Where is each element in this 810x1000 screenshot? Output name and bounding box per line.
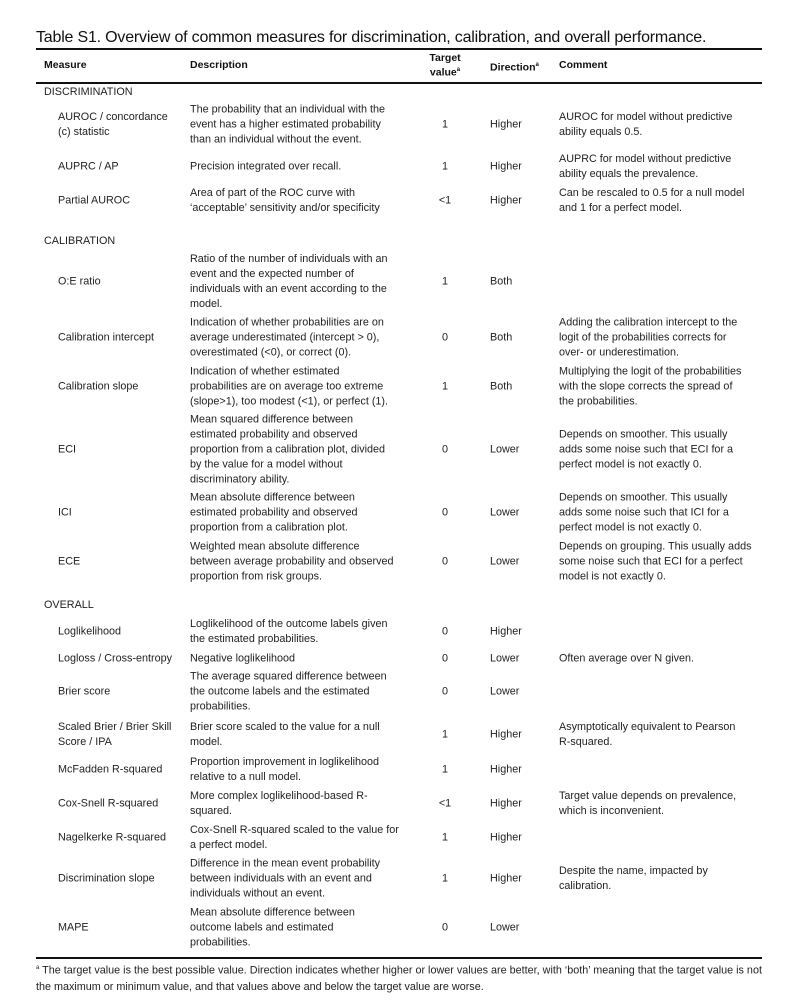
cell-target: 1 bbox=[441, 728, 448, 741]
cell-target: 1 bbox=[441, 275, 448, 288]
cell-comment: AUROC for model without predictive ability equals 0.5. bbox=[559, 111, 733, 138]
cell-description: Mean absolute difference between outcome labels and estimated probabilities. bbox=[190, 906, 355, 949]
cell-measure: Partial AUROC bbox=[58, 194, 130, 207]
cell-target: 1 bbox=[441, 763, 448, 776]
cell-target: 0 bbox=[441, 555, 448, 568]
header-comment: Comment bbox=[559, 59, 608, 71]
cell-measure: AUROC / concordance (c) statistic bbox=[58, 111, 168, 138]
cell-comment: Often average over N given. bbox=[559, 652, 695, 665]
cell-measure: Brier score bbox=[58, 685, 111, 698]
header-measure: Measure bbox=[44, 59, 87, 71]
cell-description: Mean absolute difference between estimated probability and observed proportion from a calibration plot. bbox=[190, 491, 358, 534]
cell-comment: Adding the calibration intercept to the logit of the probabilities corrects for over- or underestimation. bbox=[559, 316, 738, 359]
cell-measure: MAPE bbox=[58, 921, 89, 934]
cell-description: Difference in the mean event probability between individuals with an event and individuals without an event. bbox=[190, 857, 381, 900]
cell-comment: AUPRC for model without predictive ability equals the prevalence. bbox=[559, 153, 732, 180]
cell-direction: Higher bbox=[490, 763, 522, 776]
header-target-sup: a bbox=[456, 67, 461, 73]
cell-description: Loglikelihood of the outcome labels given the estimated probabilities. bbox=[190, 618, 388, 645]
cell-comment: Can be rescaled to 0.5 for a null model and 1 for a perfect model. bbox=[559, 187, 745, 214]
cell-comment: Despite the name, impacted by calibration. bbox=[559, 865, 708, 892]
header-rule bbox=[36, 82, 762, 84]
cell-description: Negative loglikelihood bbox=[190, 652, 296, 665]
section-heading: OVERALL bbox=[44, 599, 94, 611]
cell-target: 0 bbox=[441, 652, 448, 665]
cell-measure: ECE bbox=[58, 555, 81, 568]
cell-direction: Higher bbox=[490, 118, 522, 131]
table-title: Table S1. Overview of common measures for discrimination, calibration, and overall performance. bbox=[36, 29, 707, 46]
cell-measure: Calibration intercept bbox=[58, 331, 155, 344]
cell-measure: Loglikelihood bbox=[58, 625, 122, 638]
cell-target: 0 bbox=[441, 921, 448, 934]
header-description: Description bbox=[190, 59, 248, 71]
section-heading: CALIBRATION bbox=[44, 235, 116, 247]
cell-description: Area of part of the ROC curve with ‘acceptable’ sensitivity and/or specificity bbox=[190, 187, 380, 214]
cell-description: Indication of whether estimated probabilities are on average too extreme (slope>1), too modest (<1), or perfect (1). bbox=[190, 365, 389, 408]
cell-description: Precision integrated over recall. bbox=[190, 160, 342, 173]
cell-direction: Higher bbox=[490, 831, 522, 844]
cell-target: 1 bbox=[441, 118, 448, 131]
cell-description: Weighted mean absolute difference between average probability and observed proportion from risk groups. bbox=[190, 540, 394, 583]
cell-direction: Higher bbox=[490, 625, 522, 638]
cell-description: Proportion improvement in loglikelihood relative to a null model. bbox=[190, 756, 380, 783]
cell-measure: Logloss / Cross-entropy bbox=[58, 652, 173, 665]
cell-target: 1 bbox=[441, 380, 448, 393]
footnote bbox=[36, 960, 766, 995]
cell-direction: Lower bbox=[490, 443, 520, 456]
cell-description: The probability that an individual with the event has a higher estimated probability than an individual without the event. bbox=[190, 103, 386, 146]
footnote-text: The target value is the best possible value. Direction indicates whether higher or lower values are better, with ‘both’ meaning that the target value is not the maximum or minimum value, and that values above and below the target value are worse. bbox=[36, 964, 762, 993]
cell-direction: Lower bbox=[490, 652, 520, 665]
cell-comment: Depends on smoother. This usually adds some noise such that ICI for a perfect model is not exactly 0. bbox=[559, 491, 729, 534]
cell-measure: Discrimination slope bbox=[58, 872, 155, 885]
cell-measure: AUPRC / AP bbox=[58, 160, 119, 173]
cell-description: Mean squared difference between estimated probability and observed proportion from a calibration plot, divided by the value for a model without discriminatory ability. bbox=[190, 413, 386, 486]
cell-direction: Higher bbox=[490, 728, 522, 741]
cell-description: Ratio of the number of individuals with an event and the expected number of individuals with an event according to the model. bbox=[190, 253, 388, 310]
bottom-rule bbox=[36, 957, 762, 959]
cell-target: 0 bbox=[441, 443, 448, 456]
cell-measure: McFadden R-squared bbox=[58, 763, 163, 776]
header-direction bbox=[490, 59, 539, 74]
cell-direction: Lower bbox=[490, 506, 520, 519]
cell-target: 1 bbox=[441, 831, 448, 844]
cell-measure: ECI bbox=[58, 443, 76, 456]
cell-direction: Higher bbox=[490, 160, 522, 173]
cell-description: Indication of whether probabilities are on average underestimated (intercept > 0), overestimated (<0), or correct (0). bbox=[190, 316, 384, 359]
top-rule bbox=[36, 48, 762, 50]
cell-measure: Cox-Snell R-squared bbox=[58, 797, 159, 810]
cell-comment: Depends on grouping. This usually adds some noise such that ECI for a perfect model is not exactly 0. bbox=[559, 540, 752, 583]
cell-direction: Higher bbox=[490, 194, 522, 207]
footnote-sup: a bbox=[36, 965, 40, 971]
cell-measure: Calibration slope bbox=[58, 380, 139, 393]
cell-target: 1 bbox=[441, 872, 448, 885]
section-heading: DISCRIMINATION bbox=[44, 86, 133, 98]
cell-description: The average squared difference between the outcome labels and the estimated probabilities. bbox=[190, 670, 387, 713]
header-target-label: Target value bbox=[429, 52, 461, 79]
cell-target: 0 bbox=[441, 685, 448, 698]
cell-comment: Multiplying the logit of the probabilities with the slope corrects the spread of the probabilities. bbox=[559, 365, 742, 408]
cell-target: 0 bbox=[441, 625, 448, 638]
header-direction-sup: a bbox=[535, 62, 539, 68]
cell-target: 1 bbox=[441, 160, 448, 173]
cell-measure: O:E ratio bbox=[58, 275, 101, 288]
cell-direction: Both bbox=[490, 380, 513, 393]
cell-comment: Depends on smoother. This usually adds some noise such that ECI for a perfect model is not exactly 0. bbox=[559, 428, 734, 471]
cell-direction: Lower bbox=[490, 555, 520, 568]
cell-target: <1 bbox=[438, 194, 452, 207]
cell-measure: Nagelkerke R-squared bbox=[58, 831, 167, 844]
cell-description: Brier score scaled to the value for a null model. bbox=[190, 721, 380, 748]
cell-description: More complex loglikelihood-based R- squared. bbox=[190, 790, 368, 817]
cell-measure: Scaled Brier / Brier Skill Score / IPA bbox=[58, 721, 172, 748]
cell-target: <1 bbox=[438, 797, 452, 810]
cell-direction: Higher bbox=[490, 872, 522, 885]
cell-comment: Target value depends on prevalence, which is inconvenient. bbox=[559, 790, 737, 817]
cell-comment: Asymptotically equivalent to Pearson R-squared. bbox=[559, 721, 736, 748]
header-direction-label: Direction bbox=[490, 61, 536, 74]
cell-direction: Higher bbox=[490, 797, 522, 810]
cell-measure: ICI bbox=[58, 506, 72, 519]
cell-description: Cox-Snell R-squared scaled to the value for a perfect model. bbox=[190, 824, 399, 851]
cell-target: 0 bbox=[441, 331, 448, 344]
header-target bbox=[420, 52, 470, 79]
cell-direction: Lower bbox=[490, 685, 520, 698]
cell-direction: Both bbox=[490, 331, 513, 344]
cell-target: 0 bbox=[441, 506, 448, 519]
cell-direction: Lower bbox=[490, 921, 520, 934]
cell-direction: Both bbox=[490, 275, 513, 288]
